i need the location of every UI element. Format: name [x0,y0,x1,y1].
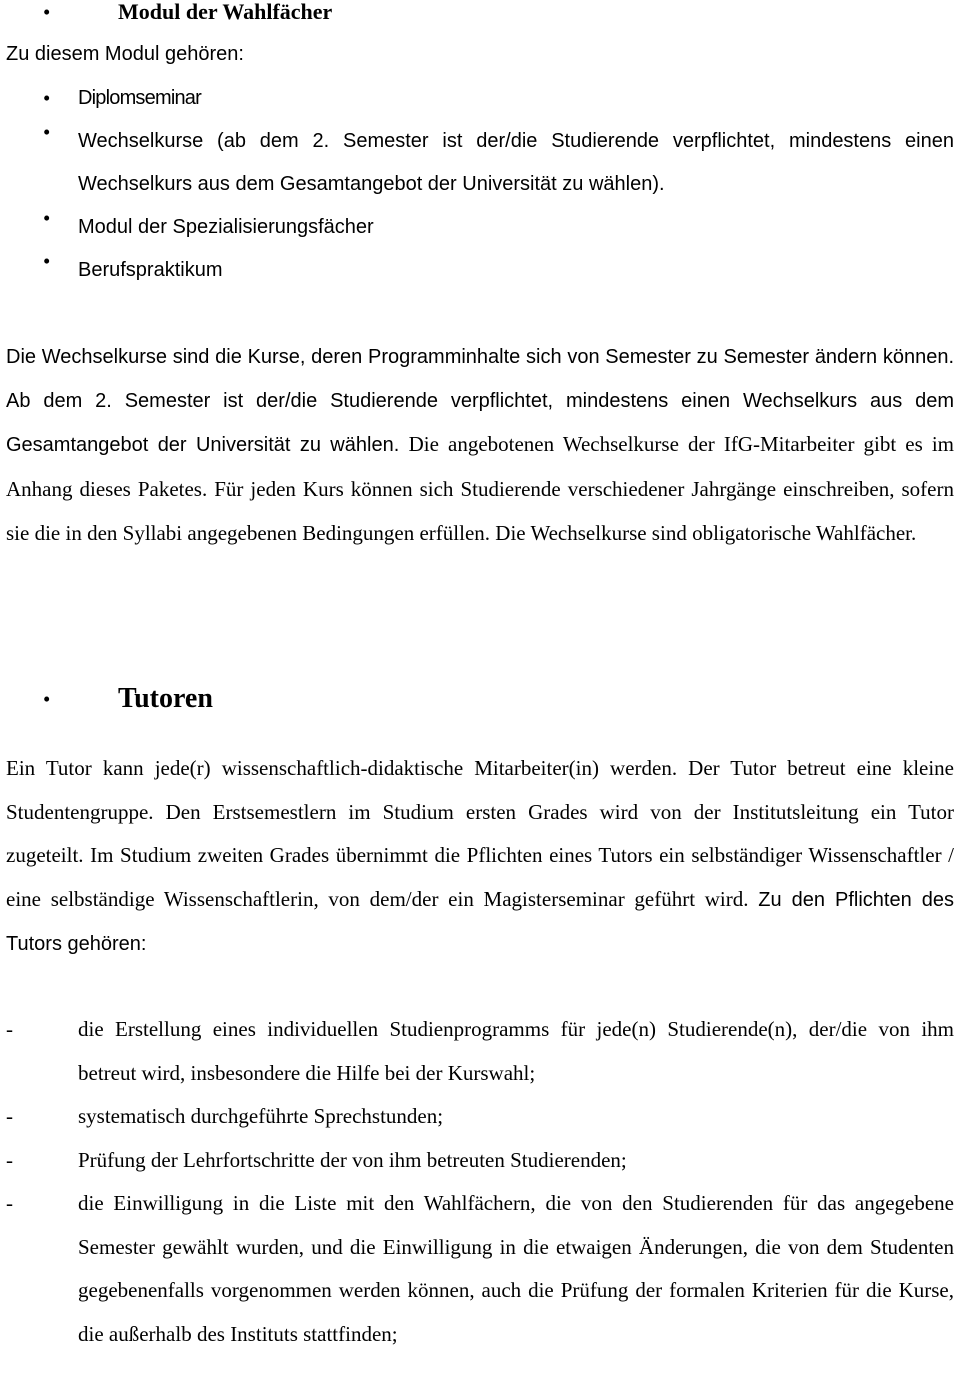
bullet-glyph: • [43,0,51,24]
bullet-glyph: • [43,249,51,273]
duty-item-lehrfortschritte: Prüfung der Lehrfortschritte der von ihm betreuten Studierenden; [78,1148,627,1172]
tutoren-paragraph-part1: Ein Tutor kann jede(r) wissenschaftlich-didaktische Mitarbeiter(in) werden. Der Tutor betreut eine kleine Studentengruppe. Den Erstsemestlern im Studium ersten Grades wird von der Institutsleitung ein Tutor zugeteilt. Im Studium zweiten Grades übernimmt die Pflichten eines Tutors ein selbständiger Wissenschaftler / eine selbständige Wissenschaftlerin, von dem/der ein Magisterseminar geführt wird. [6,756,954,911]
bullet-glyph: • [43,206,51,230]
module-item-diplomseminar: Diplomseminar [78,87,201,109]
dash-glyph: - [6,1017,13,1041]
wechselkurse-paragraph-part1: Die Wechselkurse sind die Kurse, deren Programminhalte sich von Semester zu Semester ändern können. Ab dem 2. Semester ist der/die Studierende verpflichtet, mindestens einen Wechselkurs aus dem Gesamtangebot der Universität zu wählen. [6,346,954,457]
dash-glyph: - [6,1104,13,1128]
wechselkurse-paragraph [6,336,954,557]
bullet-glyph: • [43,687,51,711]
section-heading-wahlfaecher: Modul der Wahlfächer [118,0,333,24]
bullet-glyph: • [43,120,51,144]
module-item-spezialisierung: Modul der Spezialisierungsfächer [78,216,374,238]
tutoren-paragraph-part2: Zu den Pflichten des Tutors gehören: [6,888,955,956]
tutoren-paragraph [6,747,954,967]
module-intro: Zu diesem Modul gehören: [6,43,244,65]
duty-item-sprechstunden: systematisch durchgeführte Sprechstunden; [78,1104,444,1128]
dash-glyph: - [6,1191,13,1215]
dash-glyph: - [6,1148,13,1172]
section-heading-tutoren: Tutoren [118,683,213,714]
module-item-wechselkurse: Wechselkurse (ab dem 2. Semester ist der/die Studierende verpflichtet, mindestens einen Wechselkurs aus dem Gesamtangebot der Universität zu wählen). [78,130,954,195]
duty-item-wahlfaecher-liste: die Einwilligung in die Liste mit den Wahlfächern, die von den Studierenden für das angegebene Semester gewählt wurden, und die Einwilligung in die etwaigen Änderungen, die von dem Studenten gegebenenfalls vorgenommen werden können, auch die Prüfung der formalen Kriterien für die Kurse, die außerhalb des Instituts stattfinden; [78,1191,954,1346]
wechselkurse-paragraph-part2: Die angebotenen Wechselkurse der IfG-Mitarbeiter gibt es im Anhang dieses Paketes. Für jeden Kurs können sich Studierende verschiedener Jahrgänge einschreiben, sofern sie die in den Syllabi angegebenen Bedingungen erfüllen. Die Wechselkurse sind obligatorische Wahlfächer. [6,432,954,546]
duty-item-studienprogramm: die Erstellung eines individuellen Studienprogramms für jede(n) Studierende(n), der/die von ihm betreut wird, insbesondere die Hilfe bei der Kurswahl; [78,1017,954,1085]
bullet-glyph: • [43,86,51,110]
module-item-berufspraktikum: Berufspraktikum [78,259,223,281]
